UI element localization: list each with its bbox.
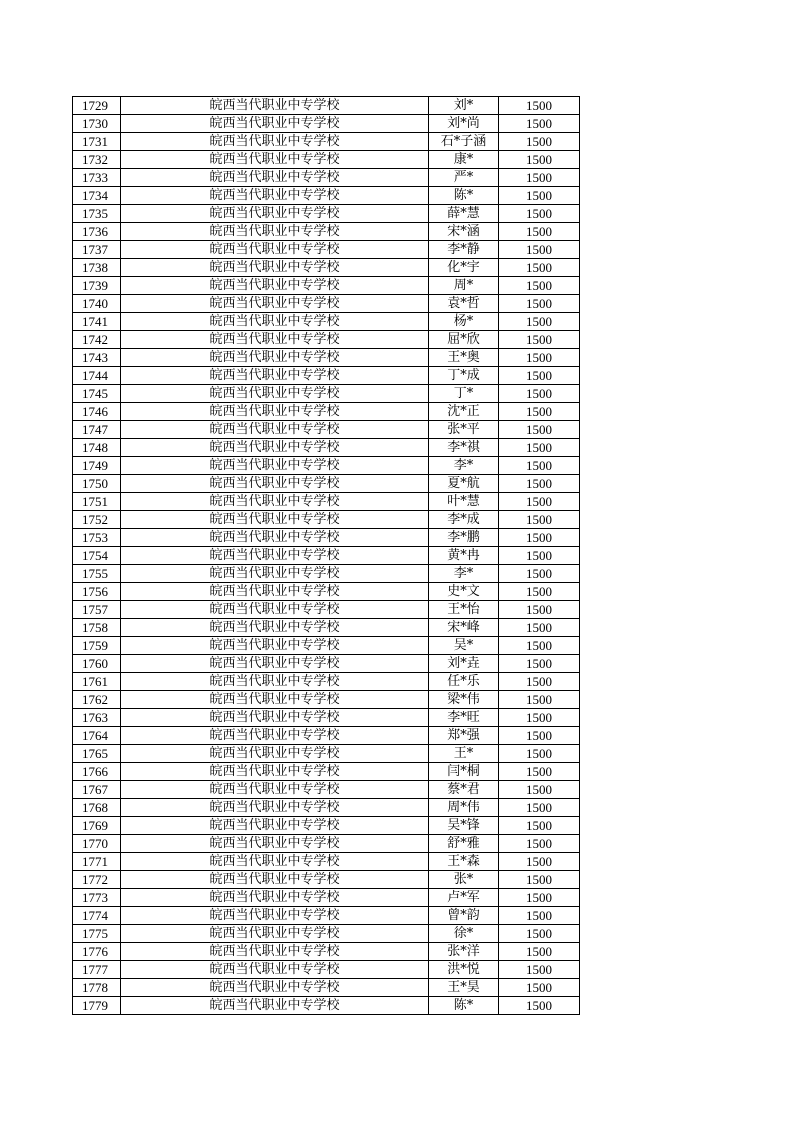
amount-cell: 1500 [499,997,580,1015]
table-row [73,385,580,403]
table-row [73,943,580,961]
amount-cell: 1500 [499,547,580,565]
table-row [73,475,580,493]
table-row [73,529,580,547]
table-row [73,799,580,817]
amount-cell: 1500 [499,151,580,169]
student-name-cell: 薛*慧 [429,205,499,223]
table-row [73,493,580,511]
student-name-cell: 杨* [429,313,499,331]
school-cell: 皖西当代职业中专学校 [121,871,429,889]
table-row [73,997,580,1015]
school-cell: 皖西当代职业中专学校 [121,421,429,439]
table-row [73,763,580,781]
student-name-cell: 吴*锋 [429,817,499,835]
row-number-cell: 1778 [73,979,121,997]
student-name-cell: 周*伟 [429,799,499,817]
amount-cell: 1500 [499,439,580,457]
school-cell: 皖西当代职业中专学校 [121,349,429,367]
amount-cell: 1500 [499,565,580,583]
table-row [73,403,580,421]
school-cell: 皖西当代职业中专学校 [121,169,429,187]
amount-cell: 1500 [499,259,580,277]
amount-cell: 1500 [499,493,580,511]
student-name-cell: 张* [429,871,499,889]
amount-cell: 1500 [499,619,580,637]
table-row [73,313,580,331]
table-row [73,853,580,871]
table-row [73,781,580,799]
row-number-cell: 1765 [73,745,121,763]
table-row [73,745,580,763]
student-name-cell: 李*静 [429,241,499,259]
row-number-cell: 1748 [73,439,121,457]
row-number-cell: 1768 [73,799,121,817]
row-number-cell: 1753 [73,529,121,547]
school-cell: 皖西当代职业中专学校 [121,439,429,457]
row-number-cell: 1746 [73,403,121,421]
table-row [73,871,580,889]
student-name-cell: 卢*军 [429,889,499,907]
student-name-cell: 王*怡 [429,601,499,619]
student-name-cell: 宋*涵 [429,223,499,241]
school-cell: 皖西当代职业中专学校 [121,619,429,637]
table-row [73,151,580,169]
row-number-cell: 1772 [73,871,121,889]
row-number-cell: 1761 [73,673,121,691]
row-number-cell: 1749 [73,457,121,475]
student-name-cell: 丁*成 [429,367,499,385]
row-number-cell: 1750 [73,475,121,493]
row-number-cell: 1734 [73,187,121,205]
amount-cell: 1500 [499,979,580,997]
amount-cell: 1500 [499,187,580,205]
student-name-cell: 周* [429,277,499,295]
school-cell: 皖西当代职业中专学校 [121,511,429,529]
table-row [73,259,580,277]
school-cell: 皖西当代职业中专学校 [121,277,429,295]
student-name-cell: 洪*悦 [429,961,499,979]
amount-cell: 1500 [499,367,580,385]
student-name-cell: 王*昊 [429,979,499,997]
amount-cell: 1500 [499,907,580,925]
student-name-cell: 李*鹏 [429,529,499,547]
student-name-cell: 任*乐 [429,673,499,691]
school-cell: 皖西当代职业中专学校 [121,259,429,277]
student-name-cell: 史*文 [429,583,499,601]
row-number-cell: 1743 [73,349,121,367]
row-number-cell: 1777 [73,961,121,979]
row-number-cell: 1737 [73,241,121,259]
row-number-cell: 1740 [73,295,121,313]
row-number-cell: 1758 [73,619,121,637]
table-row [73,691,580,709]
student-name-cell: 张*洋 [429,943,499,961]
school-cell: 皖西当代职业中专学校 [121,151,429,169]
row-number-cell: 1739 [73,277,121,295]
amount-cell: 1500 [499,349,580,367]
row-number-cell: 1745 [73,385,121,403]
row-number-cell: 1757 [73,601,121,619]
student-name-cell: 严* [429,169,499,187]
amount-cell: 1500 [499,313,580,331]
amount-cell: 1500 [499,889,580,907]
table-row [73,421,580,439]
amount-cell: 1500 [499,925,580,943]
table-row [73,709,580,727]
student-name-cell: 陈* [429,997,499,1015]
student-name-cell: 王* [429,745,499,763]
student-name-cell: 刘*垚 [429,655,499,673]
row-number-cell: 1760 [73,655,121,673]
table-row [73,115,580,133]
table-row [73,637,580,655]
school-cell: 皖西当代职业中专学校 [121,997,429,1015]
student-name-cell: 李*成 [429,511,499,529]
table-row [73,979,580,997]
row-number-cell: 1747 [73,421,121,439]
student-name-cell: 蔡*君 [429,781,499,799]
table-row [73,583,580,601]
amount-cell: 1500 [499,763,580,781]
row-number-cell: 1751 [73,493,121,511]
student-name-cell: 刘*尚 [429,115,499,133]
student-name-cell: 宋*峰 [429,619,499,637]
student-name-cell: 康* [429,151,499,169]
school-cell: 皖西当代职业中专学校 [121,799,429,817]
table-row [73,565,580,583]
amount-cell: 1500 [499,403,580,421]
table-row [73,367,580,385]
amount-cell: 1500 [499,673,580,691]
table-row [73,133,580,151]
row-number-cell: 1775 [73,925,121,943]
amount-cell: 1500 [499,871,580,889]
school-cell: 皖西当代职业中专学校 [121,547,429,565]
table-row [73,295,580,313]
school-cell: 皖西当代职业中专学校 [121,313,429,331]
school-cell: 皖西当代职业中专学校 [121,745,429,763]
amount-cell: 1500 [499,169,580,187]
amount-cell: 1500 [499,277,580,295]
school-cell: 皖西当代职业中专学校 [121,331,429,349]
student-name-cell: 陈* [429,187,499,205]
student-name-cell: 徐* [429,925,499,943]
table-row [73,835,580,853]
school-cell: 皖西当代职业中专学校 [121,367,429,385]
school-cell: 皖西当代职业中专学校 [121,709,429,727]
student-name-cell: 张*平 [429,421,499,439]
subsidy-list-table [72,96,580,1015]
row-number-cell: 1767 [73,781,121,799]
amount-cell: 1500 [499,817,580,835]
school-cell: 皖西当代职业中专学校 [121,565,429,583]
school-cell: 皖西当代职业中专学校 [121,241,429,259]
amount-cell: 1500 [499,475,580,493]
row-number-cell: 1744 [73,367,121,385]
row-number-cell: 1736 [73,223,121,241]
row-number-cell: 1738 [73,259,121,277]
row-number-cell: 1742 [73,331,121,349]
school-cell: 皖西当代职业中专学校 [121,763,429,781]
table-row [73,349,580,367]
school-cell: 皖西当代职业中专学校 [121,601,429,619]
amount-cell: 1500 [499,511,580,529]
amount-cell: 1500 [499,727,580,745]
table-row [73,241,580,259]
school-cell: 皖西当代职业中专学校 [121,583,429,601]
amount-cell: 1500 [499,961,580,979]
amount-cell: 1500 [499,223,580,241]
school-cell: 皖西当代职业中专学校 [121,817,429,835]
row-number-cell: 1759 [73,637,121,655]
amount-cell: 1500 [499,943,580,961]
row-number-cell: 1776 [73,943,121,961]
school-cell: 皖西当代职业中专学校 [121,943,429,961]
student-name-cell: 李* [429,565,499,583]
amount-cell: 1500 [499,331,580,349]
amount-cell: 1500 [499,601,580,619]
table-body [73,97,580,1015]
school-cell: 皖西当代职业中专学校 [121,205,429,223]
amount-cell: 1500 [499,295,580,313]
table-row [73,331,580,349]
student-name-cell: 闫*桐 [429,763,499,781]
table-row [73,655,580,673]
school-cell: 皖西当代职业中专学校 [121,385,429,403]
student-name-cell: 舒*雅 [429,835,499,853]
school-cell: 皖西当代职业中专学校 [121,907,429,925]
table-row [73,673,580,691]
school-cell: 皖西当代职业中专学校 [121,133,429,151]
student-name-cell: 沈*正 [429,403,499,421]
student-name-cell: 黄*冉 [429,547,499,565]
student-name-cell: 石*子涵 [429,133,499,151]
student-name-cell: 夏*航 [429,475,499,493]
table-row [73,223,580,241]
row-number-cell: 1729 [73,97,121,115]
student-name-cell: 王*奥 [429,349,499,367]
student-name-cell: 丁* [429,385,499,403]
table-row [73,961,580,979]
school-cell: 皖西当代职业中专学校 [121,853,429,871]
table-row [73,97,580,115]
row-number-cell: 1752 [73,511,121,529]
row-number-cell: 1771 [73,853,121,871]
row-number-cell: 1731 [73,133,121,151]
row-number-cell: 1773 [73,889,121,907]
amount-cell: 1500 [499,97,580,115]
amount-cell: 1500 [499,133,580,151]
table-row [73,925,580,943]
school-cell: 皖西当代职业中专学校 [121,925,429,943]
school-cell: 皖西当代职业中专学校 [121,493,429,511]
school-cell: 皖西当代职业中专学校 [121,403,429,421]
table-row [73,817,580,835]
student-name-cell: 王*森 [429,853,499,871]
table-row [73,907,580,925]
student-name-cell: 曾*韵 [429,907,499,925]
school-cell: 皖西当代职业中专学校 [121,295,429,313]
table-row [73,439,580,457]
row-number-cell: 1733 [73,169,121,187]
table-row [73,547,580,565]
row-number-cell: 1735 [73,205,121,223]
row-number-cell: 1769 [73,817,121,835]
row-number-cell: 1741 [73,313,121,331]
amount-cell: 1500 [499,799,580,817]
student-name-cell: 梁*伟 [429,691,499,709]
table-row [73,727,580,745]
amount-cell: 1500 [499,853,580,871]
school-cell: 皖西当代职业中专学校 [121,889,429,907]
school-cell: 皖西当代职业中专学校 [121,529,429,547]
row-number-cell: 1766 [73,763,121,781]
amount-cell: 1500 [499,655,580,673]
table-row [73,619,580,637]
row-number-cell: 1756 [73,583,121,601]
amount-cell: 1500 [499,709,580,727]
amount-cell: 1500 [499,385,580,403]
student-name-cell: 李* [429,457,499,475]
school-cell: 皖西当代职业中专学校 [121,637,429,655]
row-number-cell: 1762 [73,691,121,709]
amount-cell: 1500 [499,115,580,133]
student-name-cell: 化*宇 [429,259,499,277]
row-number-cell: 1730 [73,115,121,133]
amount-cell: 1500 [499,421,580,439]
row-number-cell: 1774 [73,907,121,925]
school-cell: 皖西当代职业中专学校 [121,187,429,205]
amount-cell: 1500 [499,835,580,853]
row-number-cell: 1732 [73,151,121,169]
student-name-cell: 屈*欣 [429,331,499,349]
amount-cell: 1500 [499,745,580,763]
student-name-cell: 郑*强 [429,727,499,745]
school-cell: 皖西当代职业中专学校 [121,655,429,673]
row-number-cell: 1763 [73,709,121,727]
student-name-cell: 袁*哲 [429,295,499,313]
row-number-cell: 1770 [73,835,121,853]
table-row [73,169,580,187]
row-number-cell: 1754 [73,547,121,565]
table-row [73,205,580,223]
row-number-cell: 1779 [73,997,121,1015]
school-cell: 皖西当代职业中专学校 [121,115,429,133]
row-number-cell: 1764 [73,727,121,745]
school-cell: 皖西当代职业中专学校 [121,727,429,745]
amount-cell: 1500 [499,457,580,475]
school-cell: 皖西当代职业中专学校 [121,475,429,493]
table-row [73,601,580,619]
amount-cell: 1500 [499,241,580,259]
table-row [73,187,580,205]
student-name-cell: 吴* [429,637,499,655]
amount-cell: 1500 [499,637,580,655]
school-cell: 皖西当代职业中专学校 [121,223,429,241]
row-number-cell: 1755 [73,565,121,583]
table-row [73,511,580,529]
amount-cell: 1500 [499,583,580,601]
school-cell: 皖西当代职业中专学校 [121,457,429,475]
school-cell: 皖西当代职业中专学校 [121,97,429,115]
amount-cell: 1500 [499,205,580,223]
amount-cell: 1500 [499,529,580,547]
school-cell: 皖西当代职业中专学校 [121,961,429,979]
student-name-cell: 刘* [429,97,499,115]
table-row [73,889,580,907]
amount-cell: 1500 [499,781,580,799]
amount-cell: 1500 [499,691,580,709]
table-row [73,277,580,295]
school-cell: 皖西当代职业中专学校 [121,835,429,853]
school-cell: 皖西当代职业中专学校 [121,781,429,799]
school-cell: 皖西当代职业中专学校 [121,691,429,709]
student-name-cell: 李*旺 [429,709,499,727]
school-cell: 皖西当代职业中专学校 [121,979,429,997]
table-row [73,457,580,475]
school-cell: 皖西当代职业中专学校 [121,673,429,691]
student-name-cell: 李*祺 [429,439,499,457]
student-name-cell: 叶*慧 [429,493,499,511]
